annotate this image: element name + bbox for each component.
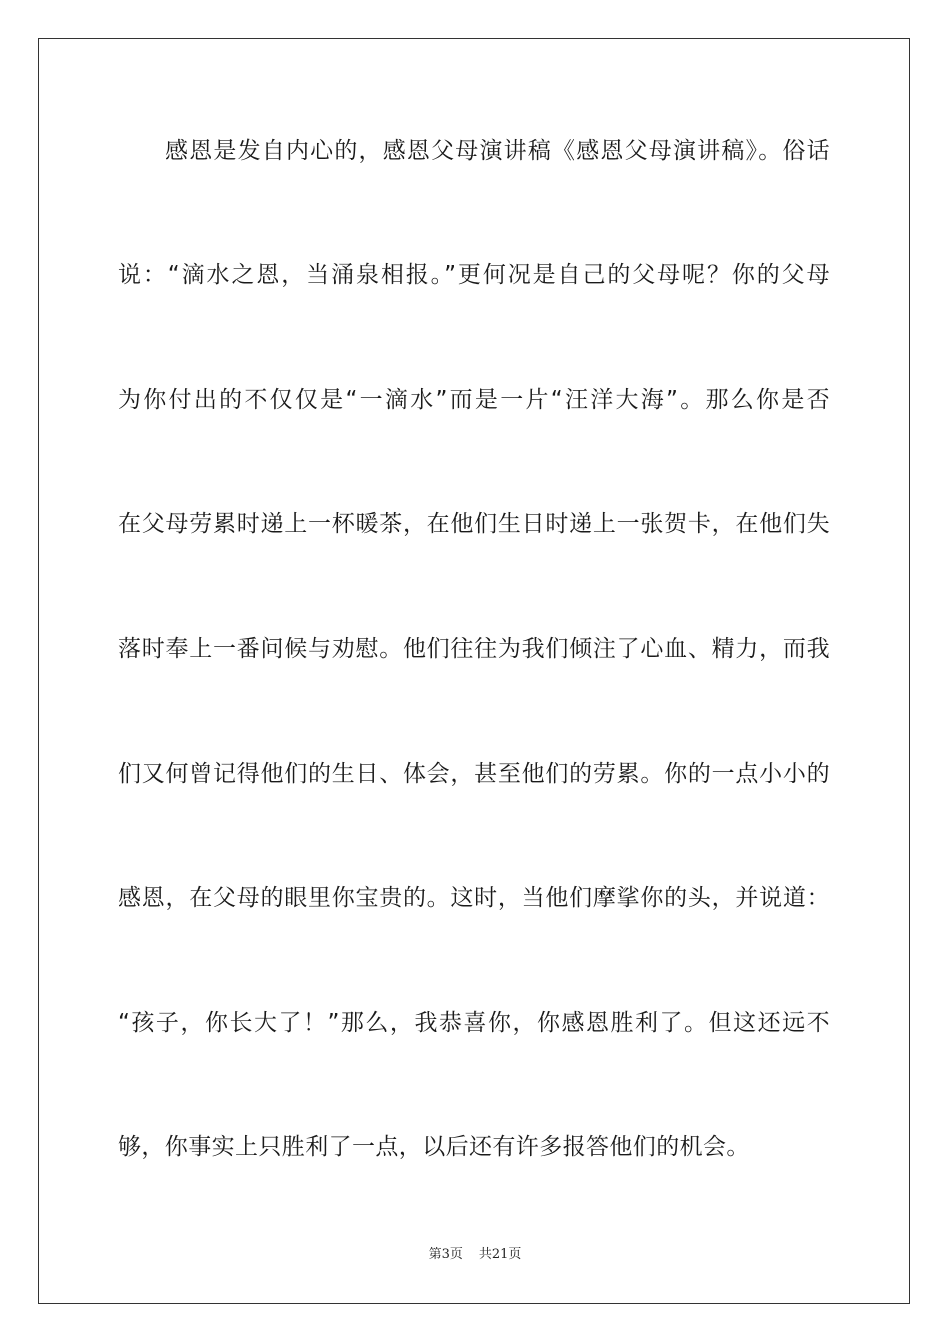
- paragraph-line-6: 们又何曾记得他们的生日、体会，甚至他们的劳累。你的一点小小的: [118, 761, 830, 787]
- paragraph-line-4: 在父母劳累时递上一杯暖茶，在他们生日时递上一张贺卡，在他们失: [118, 511, 830, 537]
- paragraph-line-2: 说：“滴水之恩，当涌泉相报。”更何况是自己的父母呢？你的父母: [118, 262, 830, 288]
- paragraph-line-7: 感恩，在父母的眼里你宝贵的。这时，当他们摩挲你的头，并说道：: [118, 885, 830, 911]
- page-total: 共21页: [478, 1247, 522, 1262]
- page-footer: [0, 1246, 950, 1264]
- paragraph-line-5: 落时奉上一番问候与劝慰。他们往往为我们倾注了心血、精力，而我: [118, 636, 830, 662]
- paragraph-line-8: “孩子，你长大了！”那么，我恭喜你，你感恩胜利了。但这还远不: [118, 1010, 830, 1036]
- paragraph-line-1: 感恩是发自内心的，感恩父母演讲稿《感恩父母演讲稿》。俗话: [165, 138, 830, 164]
- paragraph-line-9: 够，你事实上只胜利了一点，以后还有许多报答他们的机会。: [118, 1134, 750, 1160]
- paragraph-line-3: 为你付出的不仅仅是“一滴水”而是一片“汪洋大海”。那么你是否: [118, 387, 830, 413]
- page-border: [38, 38, 910, 1304]
- page-number: 第3页: [428, 1247, 463, 1262]
